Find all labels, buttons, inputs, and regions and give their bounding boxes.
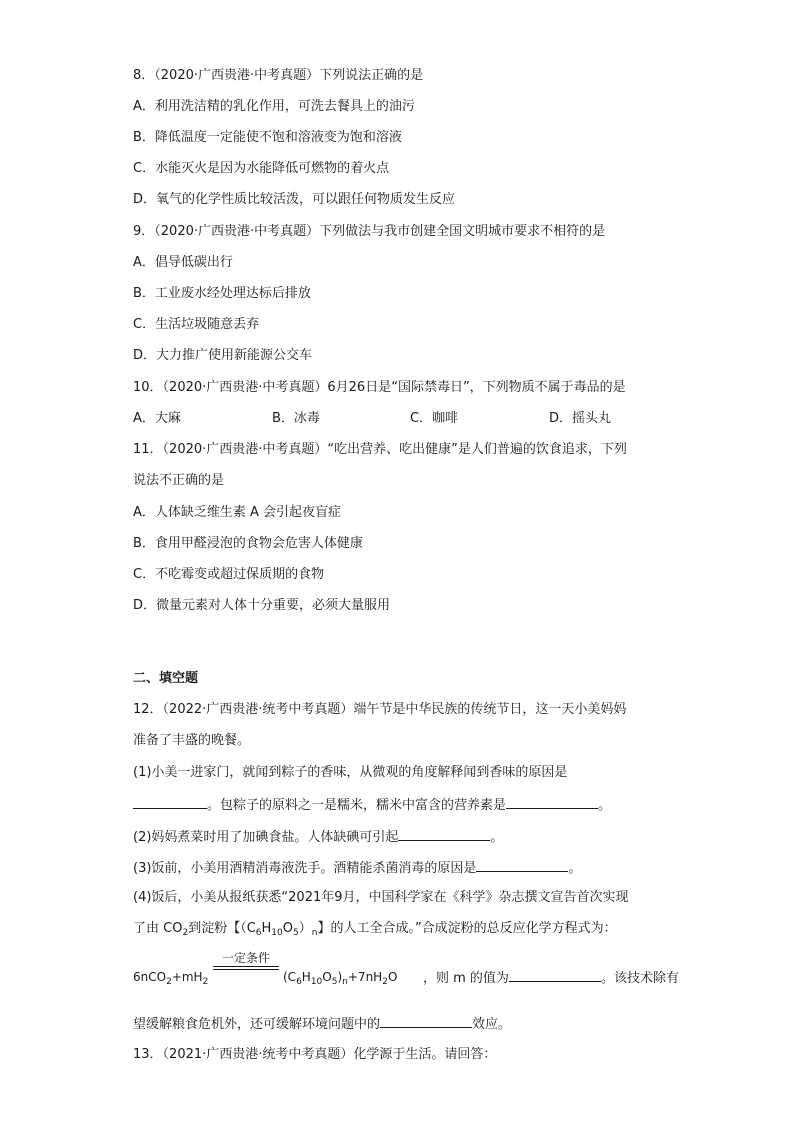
answer-blank[interactable] xyxy=(509,968,601,982)
q8-option-c: C．水能灭火是因为水能降低可燃物的着火点 xyxy=(133,161,390,176)
q11-option-c: C．不吃霉变或超过保质期的食物 xyxy=(133,567,325,582)
q11-option-b: B．食用甲醛浸泡的食物会危害人体健康 xyxy=(133,536,363,551)
equals-sign xyxy=(213,966,279,970)
q11-stem-line2: 说法不正确的是 xyxy=(133,473,225,488)
q12-part3-text: (3)饭前，小美用酒精消毒液洗手。酒精能杀菌消毒的原因是 xyxy=(133,861,477,876)
q8-option-a: A．利用洗洁精的乳化作用，可洗去餐具上的油污 xyxy=(133,99,415,114)
reaction-arrow xyxy=(213,950,279,970)
q12-part1-end: 。 xyxy=(598,798,612,813)
answer-blank[interactable] xyxy=(133,795,207,809)
equation-products: $(C_6H_{10}O_5)_n+7nH_2O$ xyxy=(283,970,398,987)
q12-part4-line1: (4)饭后，小美从报纸获悉“2021年9月，中国科学家在《科学》杂志撰文宣告首次实现 xyxy=(133,890,629,905)
answer-blank[interactable] xyxy=(380,1014,472,1028)
q10-option-c: C．咖啡 xyxy=(410,411,459,426)
q10-option-a: A．大麻 xyxy=(133,411,181,426)
q11-stem-line1: 11．（2020·广西贵港·中考真题）“吃出营养、吃出健康”是人们普遍的饮食追求，下列 xyxy=(133,442,627,457)
reaction-condition: 一定条件 xyxy=(221,951,270,965)
q10-option-d: D．摇头丸 xyxy=(549,411,612,426)
q12-stem-line2: 准备了丰盛的晚餐。 xyxy=(133,733,251,748)
q12-part2-text: (2)妈妈煮菜时用了加碘食盐。人体缺碘可引起 xyxy=(133,830,399,845)
q13-stem: 13．（2021·广西贵港·统考中考真题）化学源于生活。请回答： xyxy=(133,1047,497,1062)
q12-part1-text: 。包粽子的原料之一是糯米，糯米中富含的营养素是 xyxy=(207,798,507,813)
q12-stem-line1: 12．（2022·广西贵港·统考中考真题）端午节是中华民族的传统节日，这一天小美妈妈 xyxy=(133,702,627,717)
q12-part1-line1: (1)小美一进家门，就闻到粽子的香味，从微观的角度解释闻到香味的原因是 xyxy=(133,765,568,780)
q10-option-b: B．冰毒 xyxy=(272,411,320,426)
answer-blank[interactable] xyxy=(506,795,598,809)
q12-part4-line2: 了由 $CO_2$到淀粉【$(C_6H_{10}O_5)_n$】的人工全合成。”合成淀粉的总反应化学方程式为： xyxy=(133,921,617,938)
equation-tail: ，则 m 的值为 。该技术除有 xyxy=(423,968,679,988)
q12-part2-end: 。 xyxy=(490,830,504,845)
q9-option-b: B．工业废水经处理达标后排放 xyxy=(133,286,311,301)
q12-part4-line4: 望缓解粮食危机外，还可缓解环境问题中的 效应。 xyxy=(133,1014,511,1034)
q11-option-a: A．人体缺乏维生素 A 会引起夜盲症 xyxy=(133,505,342,520)
q9-option-c: C．生活垃圾随意丢弃 xyxy=(133,317,260,332)
q8-option-d: D．氧气的化学性质比较活泼，可以跟任何物质发生反应 xyxy=(133,192,456,207)
q9-option-d: D．大力推广使用新能源公交车 xyxy=(133,348,313,363)
q8-stem: 8．（2020·广西贵港·中考真题）下列说法正确的是 xyxy=(133,68,424,83)
answer-blank[interactable] xyxy=(398,827,490,841)
q11-option-d: D．微量元素对人体十分重要，必须大量服用 xyxy=(133,598,391,613)
q12-part3 xyxy=(133,858,581,878)
q12-part3-end: 。 xyxy=(568,861,582,876)
equation-reactants: $6nCO_2+mH_2$ xyxy=(133,970,209,987)
q12-part1-line2 xyxy=(133,795,611,815)
q9-option-a: A．倡导低碳出行 xyxy=(133,255,233,270)
section-title-fill-in: 二、填空题 xyxy=(133,671,199,686)
q9-stem: 9．（2020·广西贵港·中考真题）下列做法与我市创建全国文明城市要求不相符的是 xyxy=(133,224,606,239)
q8-option-b: B．降低温度一定能使不饱和溶液变为饱和溶液 xyxy=(133,130,402,145)
answer-blank[interactable] xyxy=(476,858,568,872)
q10-stem: 10．（2020·广西贵港·中考真题）6月26日是“国际禁毒日”，下列物质不属于毒品的是 xyxy=(133,380,626,395)
q12-part2 xyxy=(133,827,503,847)
